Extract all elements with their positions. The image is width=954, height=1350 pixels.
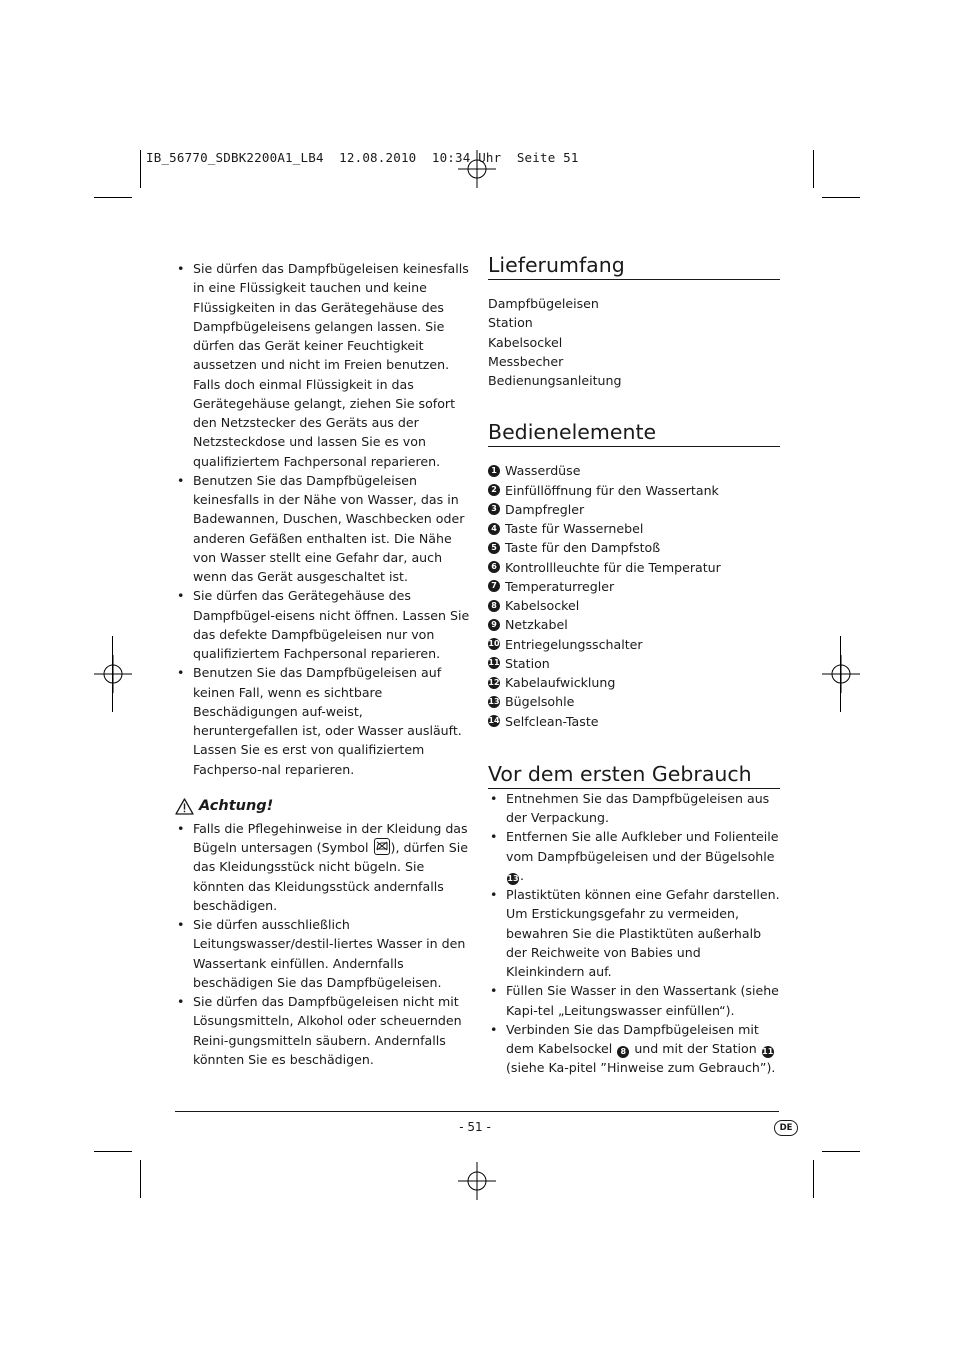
list-item [488,654,780,673]
list-item [488,461,780,480]
list-item [488,519,780,538]
right-column [488,252,780,1078]
list-item [488,596,780,615]
list-item: • Füllen Sie Wasser in den Wassertank (siehe Kapi-tel „Leitungswasser einfüllen“). [488,981,780,1020]
list-item [488,827,780,885]
part-label: Kabelaufwicklung [505,675,616,690]
number-badge-icon: 13 [507,873,519,883]
list-item [488,500,780,519]
attention-title: Achtung! [199,798,274,815]
part-label: Station [505,655,550,671]
number-badge-icon: 6 [488,561,500,573]
crop-mark [94,1151,132,1152]
language-badge: DE [774,1120,798,1136]
crop-mark [822,1151,860,1152]
text-span: (siehe Ka-pitel ”Hinweise zum Gebrauch”). [506,1060,776,1076]
list-item: Station [488,315,533,331]
part-label: Kontrollleuchte für die Temperatur [505,559,721,575]
section-heading-first-use: Vor dem ersten Gebrauch [488,761,780,789]
part-label: Bügelsohle [505,694,575,710]
text-span: . [520,867,525,883]
part-label: Netzkabel [505,617,568,633]
list-item: Messbecher [488,353,564,369]
list-item: • Benutzen Sie das Dampfbügeleisen auf keinen Fall, wenn es sichtbare Beschädigungen auf-weist, heruntergefallen ist, oder Wasser ausläuft. Lassen Sie es erst von qualifiziertem Fachperso-nal reparieren. [175,663,470,779]
left-column [175,259,470,1069]
number-badge-icon: 4 [488,523,500,535]
scope-list [488,294,780,390]
list-item: • Sie dürfen ausschließlich Leitungswasser/destil-liertes Wasser in den Wassertank einfüllen. Andernfalls beschädigen Sie das Dampfbügeleisen. [175,915,470,992]
text-span: ), dürfen Sie das Kleidungsstück nicht bügeln. Sie könnten das Kleidungsstück andernfalls beschädigen. [193,840,469,913]
part-label: Kabelsockel [505,598,580,613]
number-badge-icon: 7 [488,580,500,592]
list-item [488,538,780,557]
crop-mark [813,150,814,188]
number-badge-icon: 11 [762,1047,774,1056]
crop-mark [140,150,141,188]
list-item: • Sie dürfen das Dampfbügeleisen keinesfalls in eine Flüssigkeit tauchen und keine Flüssigkeiten in das Gerätegehäuse des Dampfbügeleisens gelangen lassen. Sie dürfen das Gerät keiner Feuchtigkeit aussetzen und nicht im Freien benutzen. Falls doch einmal Flüssigkeit in das Gerätegehäuse gelangt, ziehen Sie sofort den Netzstecker des Geräts aus der Netzsteckdose und lassen Sie es von qualifiziertem Fachpersonal reparieren. [175,259,470,471]
first-use-list [488,789,780,1078]
list-item: Dampfbügeleisen [488,296,599,311]
crop-mark [112,636,113,712]
registration-mark-icon [94,655,132,693]
part-label: Selfclean-Taste [505,713,599,729]
list-item [488,558,780,577]
list-item: • Plastiktüten können eine Gefahr darstellen. Um Erstickungsgefahr zu vermeiden, bewahren Sie die Plastiktüten außerhalb der Reichweite von Babies und Kleinkindern auf. [488,885,780,981]
attention-list [175,819,470,1069]
part-label: Temperaturregler [505,578,615,594]
list-item [488,577,780,596]
footer-rule [175,1111,779,1112]
section-heading-controls: Bedienelemente [488,419,780,447]
part-label: Dampfregler [505,501,585,517]
list-item [488,673,780,692]
part-label: Entriegelungsschalter [505,636,643,652]
crop-mark [813,1160,814,1198]
number-badge-icon: 10 [488,639,500,649]
number-badge-icon: 8 [488,600,500,612]
part-label: Einfüllöffnung für den Wassertank [505,482,719,498]
number-badge-icon: 3 [488,503,500,515]
registration-mark-icon [458,150,496,188]
part-label: Taste für den Dampfstoß [505,540,661,556]
part-label: Wasserdüse [505,463,581,479]
number-badge-icon: 5 [488,542,500,554]
list-item: Kabelsockel [488,334,563,350]
text-span: Entfernen Sie alle Aufkleber und Folienteile vom Dampfbügeleisen und der Bügelsohle [506,829,779,864]
crop-mark [140,1160,141,1198]
warning-triangle-icon [175,798,194,815]
number-badge-icon: 2 [488,484,500,496]
controls-list [488,461,780,731]
list-item [175,819,470,915]
list-item [488,692,780,711]
list-item [488,615,780,634]
crop-mark [94,197,132,198]
list-item [488,712,780,731]
crop-mark [822,197,860,198]
number-badge-icon: 8 [617,1046,629,1058]
text-span: Falls die Pflegehinweise in der Kleidung das Bügeln untersagen (Symbol [193,820,468,855]
list-item: • Benutzen Sie das Dampfbügeleisen keinesfalls in der Nähe von Wasser, das in Badewannen, Duschen, Waschbecken oder anderen Gefäßen enthalten ist. Die Nähe von Wasser stellt eine Gefahr dar, auch wenn das Gerät ausgeschaltet ist. [175,471,470,587]
list-item: Bedienungsanleitung [488,373,622,388]
number-badge-icon: 12 [488,677,500,687]
number-badge-icon: 13 [488,696,500,706]
number-badge-icon: 9 [488,619,500,631]
text-span: und mit der Station [634,1041,757,1056]
print-slug: IB_56770_SDBK2200A1_LB4 12.08.2010 10:34 Uhr Seite 51 [146,150,579,165]
no-ironing-symbol-icon [374,838,390,855]
section-heading-scope: Lieferumfang [488,252,780,280]
registration-mark-icon [458,1162,496,1200]
number-badge-icon: 1 [488,465,500,477]
attention-heading [175,796,470,818]
list-item [488,481,780,500]
list-item: • Entnehmen Sie das Dampfbügeleisen aus der Verpackung. [488,789,780,828]
safety-list [175,259,470,779]
list-item: • Sie dürfen das Dampfbügeleisen nicht mit Lösungsmitteln, Alkohol oder scheuernden Reini-gungsmitteln säubern. Andernfalls könnten Sie es beschädigen. [175,992,470,1069]
list-item [488,635,780,654]
number-badge-icon: 11 [488,658,500,668]
list-item [488,1020,780,1078]
part-label: Taste für Wassernebel [505,521,644,536]
list-item: • Sie dürfen das Gerätegehäuse des Dampfbügel-eisens nicht öffnen. Lassen Sie das defekte Dampfbügeleisen nur von qualifiziertem Fachpersonal reparieren. [175,586,470,663]
number-badge-icon: 14 [488,716,500,726]
crop-mark [840,636,841,712]
page-number: - 51 - [459,1120,491,1134]
registration-mark-icon [822,655,860,693]
text-span: Verbinden Sie das Dampfbügeleisen mit dem Kabelsockel [506,1021,759,1056]
